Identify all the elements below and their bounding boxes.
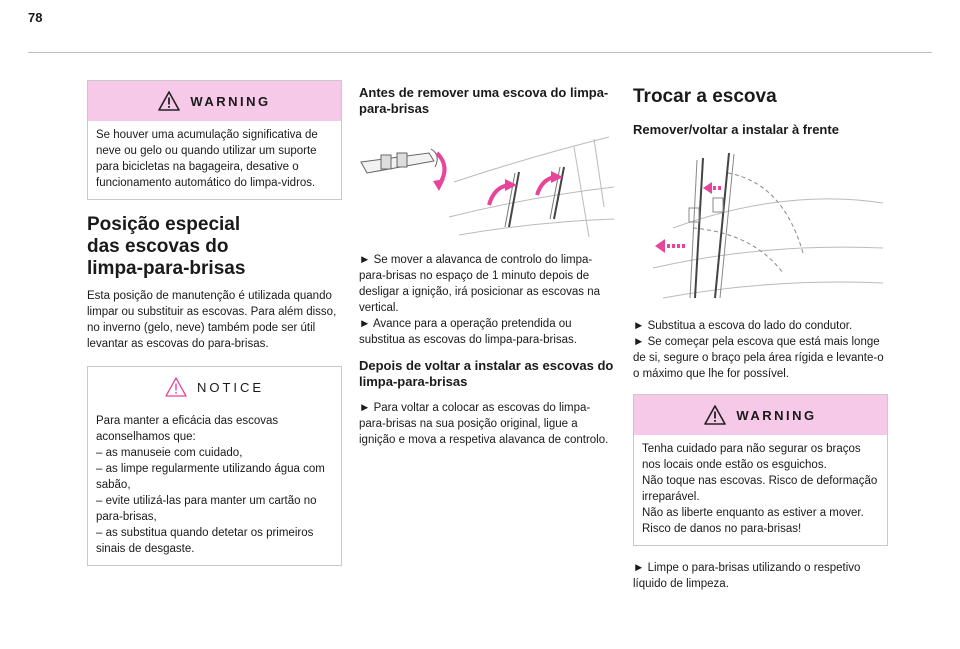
column-1 xyxy=(87,80,342,580)
blade-removal-illustration xyxy=(633,148,888,308)
section-title-change-blade: Trocar a escova xyxy=(633,86,777,107)
notice-line: Para manter a eficácia das escovas aconselhamos que: xyxy=(96,415,279,443)
column-2 xyxy=(359,80,614,448)
heading-remove-front: Remover/voltar a instalar à frente xyxy=(633,122,839,137)
warning-header xyxy=(88,81,341,121)
bullet-item: ► Avance para a operação pretendida ou substitua as escovas do limpa-para-brisas. xyxy=(359,318,577,346)
warning-body xyxy=(634,435,887,545)
notice-line: – as substitua quando detetar os primeiros sinais de desgaste. xyxy=(96,527,314,555)
wiper-lever-illustration xyxy=(359,127,614,242)
bullet-item: ► Se mover a alavanca de controlo do limpa-para-brisas no espaço de 1 minuto depois de desligar a ignição, irá posicionar as escovas na vertical. xyxy=(359,254,600,314)
bullet-item: ► Se começar pela escova que está mais longe de si, segure o braço pela área rígida e levante-o o máximo que lhe for possível. xyxy=(633,336,884,380)
bullet-item: ► Limpe o para-brisas utilizando o respetivo líquido de limpeza. xyxy=(633,562,861,590)
notice-line: – as manuseie com cuidado, xyxy=(96,447,243,459)
warning-box-2 xyxy=(633,394,888,546)
warning-body xyxy=(88,121,341,199)
heading-after-reinstalling: Depois de voltar a instalar as escovas do limpa-para-brisas xyxy=(359,358,614,389)
notice-triangle-icon xyxy=(165,377,187,397)
intro-paragraph: Esta posição de manutenção é utilizada quando limpar ou substituir as escovas. Para além disso, no inverno (gelo, neve) também pode ser útil levantar as escovas do para-brisas. xyxy=(87,290,337,350)
warning-title: WARNING xyxy=(190,93,271,109)
notice-box xyxy=(87,366,342,566)
warning-text: Se houver uma acumulação significativa de neve ou gelo ou quando utilizar um suporte para bicicletas na bagageira, desative o funcionamento automático do limpa-vidros. xyxy=(96,129,318,189)
warning-line: Não toque nas escovas. Risco de deformação irreparável. xyxy=(642,475,878,503)
notice-header xyxy=(88,367,341,407)
notice-title: NOTICE xyxy=(196,379,265,395)
notice-body xyxy=(88,407,341,565)
warning-header xyxy=(634,395,887,435)
warning-box-1 xyxy=(87,80,342,200)
heading-before-removing: Antes de remover uma escova do limpa-para-brisas xyxy=(359,85,609,116)
page-number: 78 xyxy=(28,10,43,25)
bullet-item: ► Para voltar a colocar as escovas do limpa-para-brisas na sua posição original, ligue a ignição e mova a respetiva alavanca de controlo. xyxy=(359,402,609,446)
warning-triangle-icon xyxy=(704,405,726,425)
section-title-special-position: Posição especial das escovas do limpa-para-brisas xyxy=(87,214,246,279)
warning-line: Não as liberte enquanto as estiver a mover. Risco de danos no para-brisas! xyxy=(642,507,864,535)
notice-line: – evite utilizá-las para manter um cartão no para-brisas, xyxy=(96,495,317,523)
warning-triangle-icon xyxy=(158,91,180,111)
notice-line: – as limpe regularmente utilizando água com sabão, xyxy=(96,463,325,491)
warning-line: Tenha cuidado para não segurar os braços nos locais onde estão os esguichos. xyxy=(642,443,861,471)
top-divider xyxy=(28,52,932,53)
column-3 xyxy=(633,80,888,592)
bullet-item: ► Substitua a escova do lado do condutor. xyxy=(633,320,853,332)
warning-title: WARNING xyxy=(736,407,817,423)
